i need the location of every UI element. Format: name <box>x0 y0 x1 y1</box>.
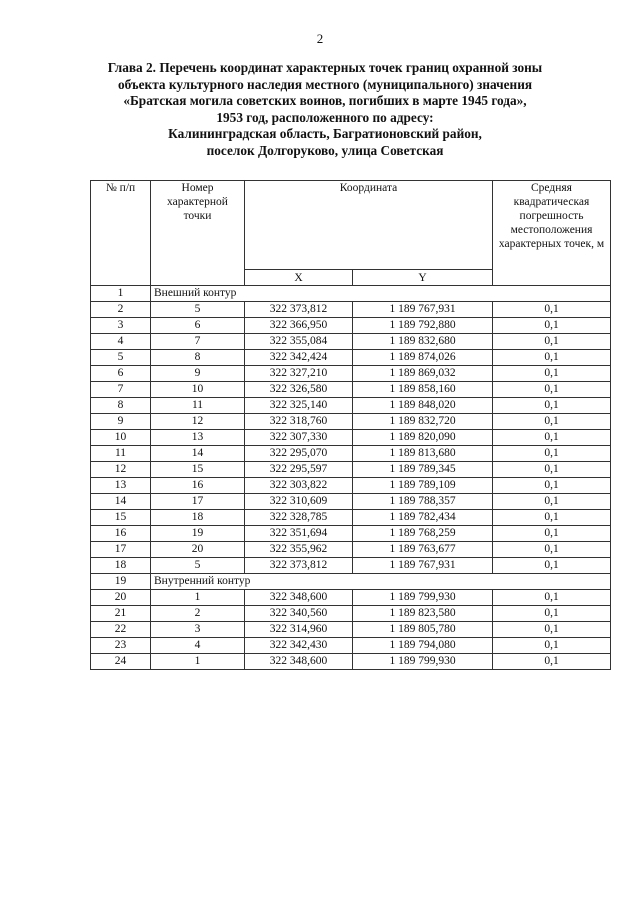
col-header-coordinate: Координата <box>245 181 493 270</box>
table-row <box>91 654 611 670</box>
y-coordinate-cell: 1 189 805,780 <box>353 622 493 638</box>
page-number: 2 <box>316 31 324 46</box>
error-cell: 0,1 <box>493 606 611 622</box>
error-cell: 0,1 <box>493 478 611 494</box>
table-row <box>91 462 611 478</box>
row-number-cell: 9 <box>91 414 151 430</box>
row-number-cell: 7 <box>91 382 151 398</box>
y-coordinate-cell: 1 189 823,580 <box>353 606 493 622</box>
error-cell: 0,1 <box>493 334 611 350</box>
row-number-cell: 15 <box>91 510 151 526</box>
point-number-cell: 12 <box>151 414 245 430</box>
table-row <box>91 414 611 430</box>
table-header <box>91 181 611 286</box>
error-cell: 0,1 <box>493 558 611 574</box>
row-number-cell: 12 <box>91 462 151 478</box>
row-number-cell: 5 <box>91 350 151 366</box>
table-row <box>91 430 611 446</box>
x-coordinate-cell: 322 348,600 <box>245 654 353 670</box>
point-number-cell: 5 <box>151 558 245 574</box>
y-coordinate-cell: 1 189 794,080 <box>353 638 493 654</box>
error-cell: 0,1 <box>493 494 611 510</box>
y-coordinate-cell: 1 189 792,880 <box>353 318 493 334</box>
point-number-cell: 1 <box>151 654 245 670</box>
row-number-cell: 16 <box>91 526 151 542</box>
error-cell: 0,1 <box>493 350 611 366</box>
col-header-x: X <box>245 270 353 286</box>
y-coordinate-cell: 1 189 767,931 <box>353 302 493 318</box>
x-coordinate-cell: 322 342,430 <box>245 638 353 654</box>
error-cell: 0,1 <box>493 398 611 414</box>
row-number-cell: 6 <box>91 366 151 382</box>
x-coordinate-cell: 322 373,812 <box>245 302 353 318</box>
point-number-cell: 13 <box>151 430 245 446</box>
table-row <box>91 494 611 510</box>
point-number-cell: 6 <box>151 318 245 334</box>
title-line: 1953 год, расположенного по адресу: <box>216 109 434 125</box>
error-cell: 0,1 <box>493 366 611 382</box>
y-coordinate-cell: 1 189 832,680 <box>353 334 493 350</box>
x-coordinate-cell: 322 355,084 <box>245 334 353 350</box>
table-row <box>91 334 611 350</box>
point-number-cell: 4 <box>151 638 245 654</box>
row-number-cell: 22 <box>91 622 151 638</box>
row-number-cell: 24 <box>91 654 151 670</box>
row-number-cell: 10 <box>91 430 151 446</box>
table-body <box>91 286 611 670</box>
col-header-y: Y <box>353 270 493 286</box>
y-coordinate-cell: 1 189 832,720 <box>353 414 493 430</box>
error-cell: 0,1 <box>493 542 611 558</box>
point-number-cell: 17 <box>151 494 245 510</box>
error-cell: 0,1 <box>493 382 611 398</box>
table-row <box>91 446 611 462</box>
error-cell: 0,1 <box>493 526 611 542</box>
title-line: поселок Долгоруково, улица Советская <box>206 142 444 158</box>
col-header-error: Средняя квадратическая погрешность местоположения характерных точек, м <box>493 181 611 286</box>
table-row <box>91 478 611 494</box>
point-number-cell: 11 <box>151 398 245 414</box>
x-coordinate-cell: 322 342,424 <box>245 350 353 366</box>
table-row <box>91 606 611 622</box>
y-coordinate-cell: 1 189 788,357 <box>353 494 493 510</box>
table-row <box>91 622 611 638</box>
error-cell: 0,1 <box>493 430 611 446</box>
table-row <box>91 382 611 398</box>
row-number-cell: 17 <box>91 542 151 558</box>
table-row <box>91 638 611 654</box>
point-number-cell: 20 <box>151 542 245 558</box>
x-coordinate-cell: 322 351,694 <box>245 526 353 542</box>
x-coordinate-cell: 322 325,140 <box>245 398 353 414</box>
point-number-cell: 5 <box>151 302 245 318</box>
row-number-cell: 4 <box>91 334 151 350</box>
x-coordinate-cell: 322 310,609 <box>245 494 353 510</box>
x-coordinate-cell: 322 340,560 <box>245 606 353 622</box>
row-number-cell: 11 <box>91 446 151 462</box>
point-number-cell: 15 <box>151 462 245 478</box>
table-row <box>91 590 611 606</box>
title-line: Глава 2. Перечень координат характерных точек границ охранной зоны <box>107 60 543 75</box>
row-number-cell: 20 <box>91 590 151 606</box>
error-cell: 0,1 <box>493 510 611 526</box>
x-coordinate-cell: 322 295,070 <box>245 446 353 462</box>
table-row <box>91 398 611 414</box>
point-number-cell: 7 <box>151 334 245 350</box>
error-cell: 0,1 <box>493 414 611 430</box>
y-coordinate-cell: 1 189 869,032 <box>353 366 493 382</box>
x-coordinate-cell: 322 373,812 <box>245 558 353 574</box>
table-row <box>91 558 611 574</box>
x-coordinate-cell: 322 328,785 <box>245 510 353 526</box>
row-number-cell: 2 <box>91 302 151 318</box>
x-coordinate-cell: 322 318,760 <box>245 414 353 430</box>
row-number-cell: 8 <box>91 398 151 414</box>
row-number-cell: 13 <box>91 478 151 494</box>
y-coordinate-cell: 1 189 813,680 <box>353 446 493 462</box>
point-number-cell: 3 <box>151 622 245 638</box>
x-coordinate-cell: 322 307,330 <box>245 430 353 446</box>
error-cell: 0,1 <box>493 590 611 606</box>
row-number-cell: 21 <box>91 606 151 622</box>
title-line: Калининградская область, Багратионовский район, <box>168 126 482 142</box>
row-number-cell: 19 <box>91 574 151 590</box>
contour-row <box>91 574 611 590</box>
x-coordinate-cell: 322 303,822 <box>245 478 353 494</box>
col-header-point: Номер характерной точки <box>151 181 245 286</box>
row-number-cell: 23 <box>91 638 151 654</box>
y-coordinate-cell: 1 189 848,020 <box>353 398 493 414</box>
y-coordinate-cell: 1 189 782,434 <box>353 510 493 526</box>
point-number-cell: 14 <box>151 446 245 462</box>
x-coordinate-cell: 322 327,210 <box>245 366 353 382</box>
y-coordinate-cell: 1 189 768,259 <box>353 526 493 542</box>
y-coordinate-cell: 1 189 789,109 <box>353 478 493 494</box>
table-row <box>91 318 611 334</box>
row-number-cell: 18 <box>91 558 151 574</box>
x-coordinate-cell: 322 314,960 <box>245 622 353 638</box>
x-coordinate-cell: 322 295,597 <box>245 462 353 478</box>
point-number-cell: 2 <box>151 606 245 622</box>
point-number-cell: 10 <box>151 382 245 398</box>
error-cell: 0,1 <box>493 638 611 654</box>
y-coordinate-cell: 1 189 820,090 <box>353 430 493 446</box>
contour-label-cell: Внутренний контур <box>151 574 611 590</box>
error-cell: 0,1 <box>493 302 611 318</box>
contour-row <box>91 286 611 302</box>
row-number-cell: 1 <box>91 286 151 302</box>
x-coordinate-cell: 322 366,950 <box>245 318 353 334</box>
table-row <box>91 510 611 526</box>
row-number-cell: 14 <box>91 494 151 510</box>
point-number-cell: 8 <box>151 350 245 366</box>
y-coordinate-cell: 1 189 789,345 <box>353 462 493 478</box>
y-coordinate-cell: 1 189 858,160 <box>353 382 493 398</box>
title-line: «Братская могила советских воинов, погибших в марте 1945 года», <box>123 93 527 109</box>
error-cell: 0,1 <box>493 446 611 462</box>
col-header-num: № п/п <box>91 181 151 286</box>
contour-label-cell: Внешний контур <box>151 286 611 302</box>
row-number-cell: 3 <box>91 318 151 334</box>
title-line: объекта культурного наследия местного (муниципального) значения <box>117 76 533 92</box>
x-coordinate-cell: 322 348,600 <box>245 590 353 606</box>
table-row <box>91 526 611 542</box>
x-coordinate-cell: 322 355,962 <box>245 542 353 558</box>
y-coordinate-cell: 1 189 763,677 <box>353 542 493 558</box>
point-number-cell: 19 <box>151 526 245 542</box>
table-row <box>91 542 611 558</box>
point-number-cell: 16 <box>151 478 245 494</box>
point-number-cell: 18 <box>151 510 245 526</box>
point-number-cell: 1 <box>151 590 245 606</box>
table-row <box>91 366 611 382</box>
error-cell: 0,1 <box>493 654 611 670</box>
error-cell: 0,1 <box>493 622 611 638</box>
document-title <box>60 60 590 160</box>
point-number-cell: 9 <box>151 366 245 382</box>
error-cell: 0,1 <box>493 318 611 334</box>
x-coordinate-cell: 322 326,580 <box>245 382 353 398</box>
coordinates-table <box>90 180 611 670</box>
y-coordinate-cell: 1 189 799,930 <box>353 590 493 606</box>
table-row <box>91 302 611 318</box>
y-coordinate-cell: 1 189 874,026 <box>353 350 493 366</box>
y-coordinate-cell: 1 189 799,930 <box>353 654 493 670</box>
error-cell: 0,1 <box>493 462 611 478</box>
y-coordinate-cell: 1 189 767,931 <box>353 558 493 574</box>
table-row <box>91 350 611 366</box>
